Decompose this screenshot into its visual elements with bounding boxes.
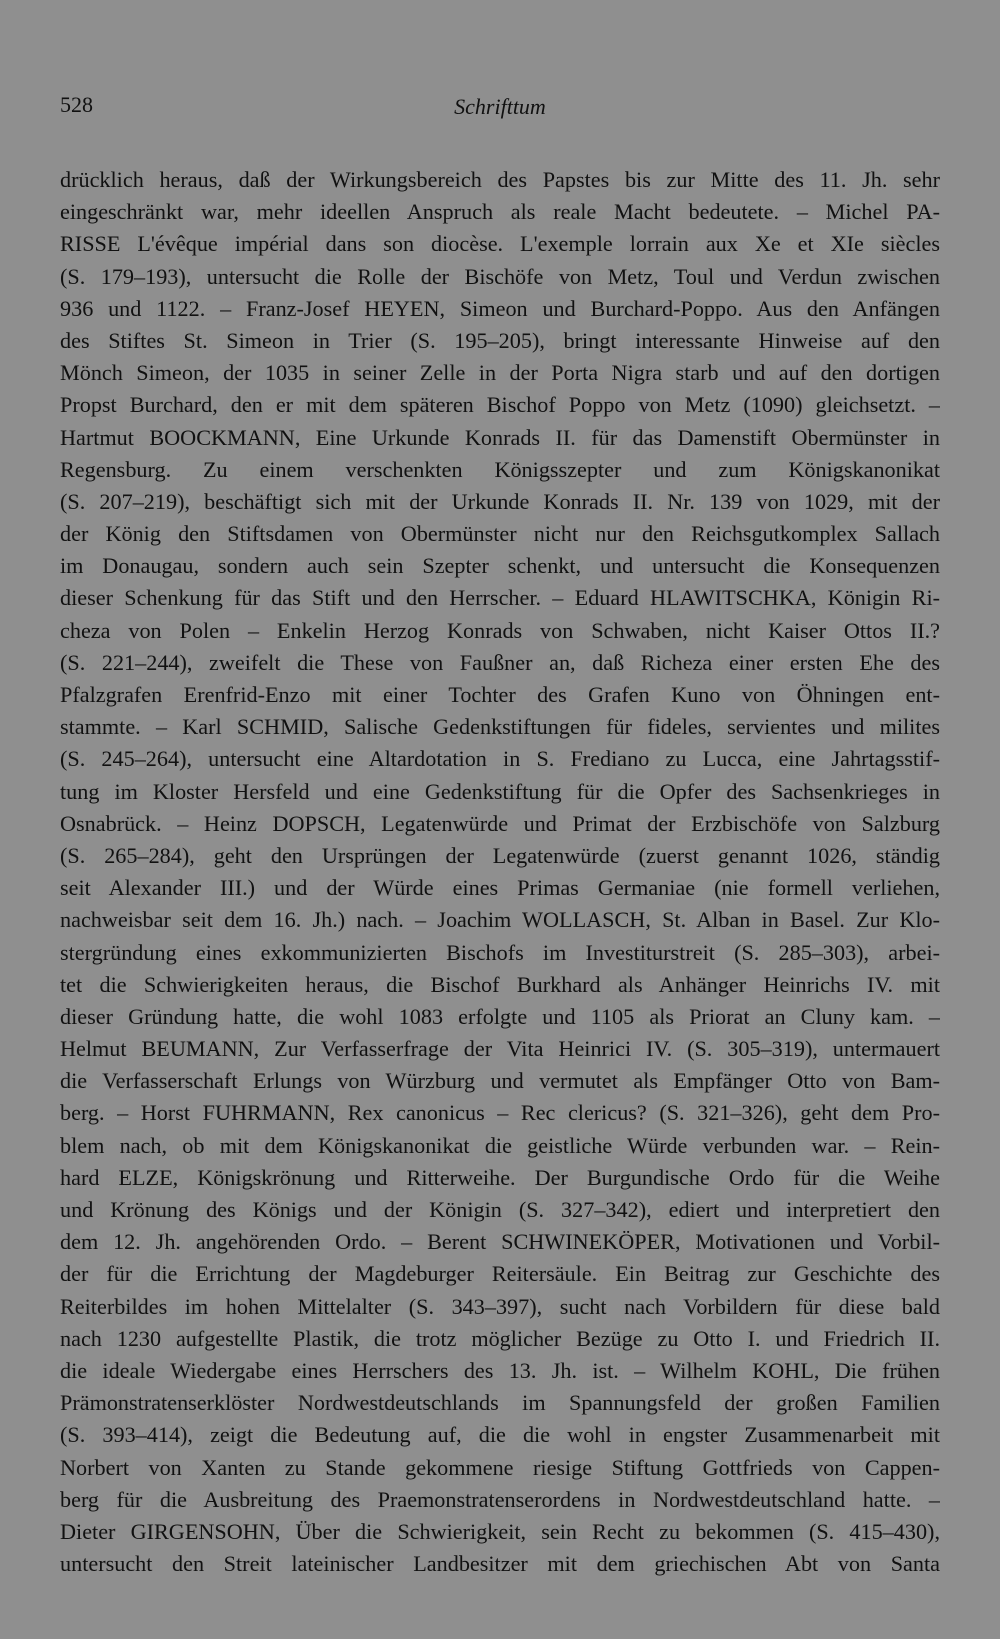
section-title: Schrifttum bbox=[454, 94, 546, 119]
text-line: tung im Kloster Hersfeld und eine Gedenkstiftung für die Opfer des Sachsenkrieges in bbox=[60, 778, 940, 804]
text-line: die Verfasserschaft Erlungs von Würzburg und vermutet als Empfänger Otto von Bam- bbox=[60, 1068, 940, 1094]
text-line: Osnabrück. – Heinz DOPSCH, Legatenwürde und Primat der Erzbischöfe von Salzburg bbox=[60, 810, 940, 836]
text-line: Prämonstratenserklöster Nordwestdeutschlands im Spannungsfeld der großen Familien bbox=[60, 1390, 940, 1416]
text-line: der für die Errichtung der Magdeburger Reitersäule. Ein Beitrag zur Geschichte des bbox=[60, 1261, 940, 1287]
text-line: Mönch Simeon, der 1035 in seiner Zelle in der Porta Nigra starb und auf den dortigen bbox=[60, 360, 940, 386]
text-line: Norbert von Xanten zu Stande gekommene riesige Stiftung Gottfrieds von Cappen- bbox=[60, 1454, 940, 1480]
text-line: drücklich heraus, daß der Wirkungsbereich des Papstes bis zur Mitte des 11. Jh. sehr bbox=[60, 167, 940, 192]
text-line: cheza von Polen – Enkelin Herzog Konrads von Schwaben, nicht Kaiser Ottos II.? bbox=[60, 617, 940, 643]
text-line: stergründung eines exkommunizierten Bischofs im Investiturstreit (S. 285–303), arbei- bbox=[60, 939, 940, 965]
text-line: berg. – Horst FUHRMANN, Rex canonicus – Rec clericus? (S. 321–326), geht dem Pro- bbox=[60, 1100, 940, 1126]
text-line: des Stiftes St. Simeon in Trier (S. 195–205), bringt interessante Hinweise auf den bbox=[60, 327, 940, 353]
text-line: Regensburg. Zu einem verschenkten Königsszepter und zum Königskanonikat bbox=[60, 456, 940, 482]
body-text bbox=[60, 164, 940, 1580]
text-line: Pfalzgrafen Erenfrid-Enzo mit einer Tochter des Grafen Kuno von Öhningen ent- bbox=[60, 682, 940, 707]
text-line: (S. 393–414), zeigt die Bedeutung auf, die die wohl in engster Zusammenarbeit mit bbox=[60, 1422, 940, 1448]
text-line: tet die Schwierigkeiten heraus, die Bischof Burkhard als Anhänger Heinrichs IV. mit bbox=[60, 971, 940, 997]
text-line: (S. 245–264), untersucht eine Altardotation in S. Frediano zu Lucca, eine Jahrtagsstif- bbox=[60, 746, 940, 772]
text-line: Reiterbildes im hohen Mittelalter (S. 343–397), sucht nach Vorbildern für diese bald bbox=[60, 1293, 940, 1319]
text-line: (S. 207–219), beschäftigt sich mit der Urkunde Konrads II. Nr. 139 von 1029, mit der bbox=[60, 488, 940, 514]
text-line: Hartmut BOOCKMANN, Eine Urkunde Konrads II. für das Damenstift Obermünster in bbox=[60, 424, 940, 450]
text-line: nachweisbar seit dem 16. Jh.) nach. – Joachim WOLLASCH, St. Alban in Basel. Zur Klo- bbox=[60, 907, 940, 933]
text-line: (S. 265–284), geht den Ursprüngen der Legatenwürde (zuerst genannt 1026, ständig bbox=[60, 842, 940, 868]
text-line: seit Alexander III.) und der Würde eines Primas Germaniae (nie formell verliehen, bbox=[60, 875, 940, 901]
text-line: (S. 221–244), zweifelt die These von Faußner an, daß Richeza einer ersten Ehe des bbox=[60, 649, 940, 675]
text-line: im Donaugau, sondern auch sein Szepter schenkt, und untersucht die Konsequenzen bbox=[60, 553, 940, 579]
text-line: nach 1230 aufgestellte Plastik, die trotz möglicher Bezüge zu Otto I. und Friedrich II. bbox=[60, 1325, 940, 1351]
text-line: berg für die Ausbreitung des Praemonstratenserordens in Nordwestdeutschland hatte. – bbox=[60, 1486, 940, 1512]
running-head bbox=[60, 92, 940, 132]
text-line: 936 und 1122. – Franz-Josef HEYEN, Simeon und Burchard-Poppo. Aus den Anfängen bbox=[60, 295, 940, 321]
text-line: Propst Burchard, den er mit dem späteren Bischof Poppo von Metz (1090) gleichsetzt. – bbox=[60, 392, 940, 418]
text-line: die ideale Wiedergabe eines Herrschers des 13. Jh. ist. – Wilhelm KOHL, Die frühen bbox=[60, 1357, 940, 1383]
text-line: hard ELZE, Königskrönung und Ritterweihe. Der Burgundische Ordo für die Weihe bbox=[60, 1164, 940, 1190]
text-line: stammte. – Karl SCHMID, Salische Gedenkstiftungen für fideles, servientes und milites bbox=[60, 714, 940, 740]
text-line: und Krönung des Königs und der Königin (S. 327–342), ediert und interpretiert den bbox=[60, 1197, 940, 1222]
text-line: Dieter GIRGENSOHN, Über die Schwierigkeit, sein Recht zu bekommen (S. 415–430), bbox=[60, 1518, 940, 1544]
text-line: Helmut BEUMANN, Zur Verfasserfrage der Vita Heinrici IV. (S. 305–319), untermauert bbox=[60, 1036, 940, 1062]
text-line: RISSE L'évêque impérial dans son diocèse. L'exemple lorrain aux Xe et XIe siècles bbox=[60, 231, 940, 257]
text-line: dieser Schenkung für das Stift und den Herrscher. – Eduard HLAWITSCHKA, Königin Ri- bbox=[60, 585, 940, 611]
page-number: 528 bbox=[60, 92, 93, 117]
text-line: der König den Stiftsdamen von Obermünster nicht nur den Reichsgutkomplex Sallach bbox=[60, 521, 940, 547]
text-line: eingeschränkt war, mehr ideellen Anspruch als reale Macht bedeutete. – Michel PA- bbox=[60, 199, 940, 225]
text-line: dieser Gründung hatte, die wohl 1083 erfolgte und 1105 als Priorat an Cluny kam. – bbox=[60, 1003, 940, 1029]
text-line: (S. 179–193), untersucht die Rolle der Bischöfe von Metz, Toul und Verdun zwischen bbox=[60, 263, 940, 289]
text-line: dem 12. Jh. angehörenden Ordo. – Berent SCHWINEKÖPER, Motivationen und Vorbil- bbox=[60, 1229, 940, 1255]
text-line: blem nach, ob mit dem Königskanonikat die geistliche Würde verbunden war. – Rein- bbox=[60, 1132, 940, 1158]
text-line: untersucht den Streit lateinischer Landbesitzer mit dem griechischen Abt von Santa bbox=[60, 1551, 940, 1577]
